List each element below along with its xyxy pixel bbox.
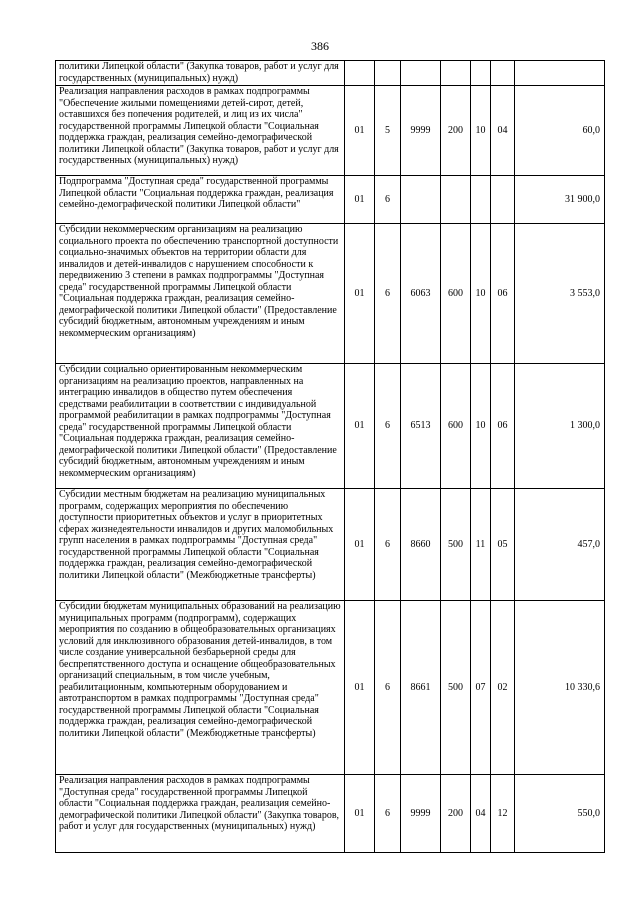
section-code: 04 bbox=[471, 775, 491, 853]
expense-type-code: 200 bbox=[441, 86, 471, 176]
subprogram-code: 6 bbox=[375, 364, 401, 489]
expense-type-code: 200 bbox=[441, 775, 471, 853]
subsection-code: 06 bbox=[491, 364, 515, 489]
row-description bbox=[56, 601, 345, 775]
program-code: 01 bbox=[345, 364, 375, 489]
program-code: 01 bbox=[345, 775, 375, 853]
row-description-text: Субсидии местным бюджетам на реализацию муниципальных программ, содержащих мероприятия по обеспечению доступности приоритетных объектов и услуг в приоритетных сферах жизнедеятельности инвалидов и других маломобильных групп населения в рамках подпрограммы "Доступная среда" государственной программы Липецкой области "Социальная поддержка граждан, реализация семейно-демографической политики Липецкой области" (Межбюджетные трансферты) bbox=[59, 489, 334, 581]
expense-type-code bbox=[441, 176, 471, 224]
expense-direction-code bbox=[401, 61, 441, 86]
table-row bbox=[56, 489, 605, 601]
expense-direction-code: 8660 bbox=[401, 489, 441, 601]
section-code: 10 bbox=[471, 364, 491, 489]
table-row bbox=[56, 775, 605, 853]
expense-direction-code bbox=[401, 176, 441, 224]
section-code: 07 bbox=[471, 601, 491, 775]
row-description-text: Субсидии социально ориентированным некоммерческим организациям на реализацию проектов, направленных на интеграцию инвалидов в общество путем обеспечения средствами реабилитации в соответствии с индивидуальной программой реабилитации в рамках подпрограммы "Доступная среда" государственной программы Липецкой области "Социальная поддержка граждан, реализация семейно-демографической политики Липецкой области" (Предоставление субсидий бюджетным, автономным учреждениям и иным некоммерческим организациям) bbox=[59, 364, 337, 479]
program-code: 01 bbox=[345, 601, 375, 775]
subprogram-code bbox=[375, 61, 401, 86]
amount: 457,0 bbox=[515, 489, 605, 601]
expense-type-code bbox=[441, 61, 471, 86]
subprogram-code: 6 bbox=[375, 176, 401, 224]
table-row bbox=[56, 86, 605, 176]
program-code: 01 bbox=[345, 86, 375, 176]
section-code: 11 bbox=[471, 489, 491, 601]
subsection-code: 06 bbox=[491, 224, 515, 364]
expense-direction-code: 6063 bbox=[401, 224, 441, 364]
table-row bbox=[56, 176, 605, 224]
row-description bbox=[56, 775, 345, 853]
subsection-code: 05 bbox=[491, 489, 515, 601]
row-description-text: Субсидии некоммерческим организациям на реализацию социального проекта по обеспечению транспортной доступности социально-значимых объектов на территории области для инвалидов и детей-инвалидов с нарушением способности к передвижению 3 степени в рамках подпрограммы "Доступная среда" государственной программы Липецкой области "Социальная поддержка граждан, реализация семейно-демографической политики Липецкой области" (Предоставление субсидий бюджетным, автономным учреждениям и иным некоммерческим организациям) bbox=[59, 224, 339, 339]
amount: 60,0 bbox=[515, 86, 605, 176]
section-code bbox=[471, 61, 491, 86]
subsection-code: 12 bbox=[491, 775, 515, 853]
table-row bbox=[56, 61, 605, 86]
section-code: 10 bbox=[471, 224, 491, 364]
row-description-text: Реализация направления расходов в рамках подпрограммы "Доступная среда" государственной программы Липецкой области "Социальная поддержка граждан, реализация семейно-демографической политики Липецкой области" (Закупка товаров, работ и услуг для государственных (муниципальных) нужд) bbox=[59, 775, 340, 832]
amount: 3 553,0 bbox=[515, 224, 605, 364]
expense-direction-code: 6513 bbox=[401, 364, 441, 489]
row-description bbox=[56, 489, 345, 601]
table-row bbox=[56, 601, 605, 775]
amount bbox=[515, 61, 605, 86]
amount: 31 900,0 bbox=[515, 176, 605, 224]
subprogram-code: 6 bbox=[375, 489, 401, 601]
amount: 10 330,6 bbox=[515, 601, 605, 775]
row-description-text: политики Липецкой области" (Закупка товаров, работ и услуг для государственных (муниципальных) нужд) bbox=[59, 61, 339, 84]
row-description bbox=[56, 224, 345, 364]
row-description bbox=[56, 61, 345, 86]
subprogram-code: 6 bbox=[375, 224, 401, 364]
section-code: 10 bbox=[471, 86, 491, 176]
page-number: 386 bbox=[311, 39, 329, 53]
subprogram-code: 6 bbox=[375, 601, 401, 775]
subsection-code: 04 bbox=[491, 86, 515, 176]
amount: 550,0 bbox=[515, 775, 605, 853]
program-code bbox=[345, 61, 375, 86]
row-description bbox=[56, 364, 345, 489]
expense-type-code: 600 bbox=[441, 364, 471, 489]
expense-direction-code: 9999 bbox=[401, 775, 441, 853]
program-code: 01 bbox=[345, 224, 375, 364]
expense-type-code: 500 bbox=[441, 601, 471, 775]
subsection-code bbox=[491, 61, 515, 86]
row-description-text: Подпрограмма "Доступная среда" государственной программы Липецкой области "Социальная поддержка граждан, реализация семейно-демографической политики Липецкой области" bbox=[59, 176, 334, 210]
program-code: 01 bbox=[345, 489, 375, 601]
row-description-text: Субсидии бюджетам муниципальных образований на реализацию муниципальных программ (подпрограмм), содержащих мероприятия по созданию в общеобразовательных организациях условий для инклюзивного образования детей-инвалидов, в том числе создание универсальной безбарьерной среды для беспрепятственного доступа и оснащение общеобразовательных организаций специальным, в том числе учебным, реабилитационным, компьютерным оборудованием и автотранспортом в рамках подпрограммы "Доступная среда" государственной программы Липецкой области "Социальная поддержка граждан, реализация семейно-демографической политики Липецкой области" (Межбюджетные трансферты) bbox=[59, 601, 341, 739]
row-description bbox=[56, 176, 345, 224]
expense-direction-code: 8661 bbox=[401, 601, 441, 775]
subsection-code bbox=[491, 176, 515, 224]
budget-table bbox=[55, 60, 605, 853]
subprogram-code: 6 bbox=[375, 775, 401, 853]
section-code bbox=[471, 176, 491, 224]
table-row bbox=[56, 224, 605, 364]
subprogram-code: 5 bbox=[375, 86, 401, 176]
expense-type-code: 600 bbox=[441, 224, 471, 364]
expense-type-code: 500 bbox=[441, 489, 471, 601]
program-code: 01 bbox=[345, 176, 375, 224]
row-description-text: Реализация направления расходов в рамках подпрограммы "Обеспечение жилыми помещениями детей-сирот, детей, оставшихся без попечения родителей, и лиц из их числа" государственной программы Липецкой области "Социальная поддержка граждан, реализация семейно-демографической политики Липецкой области" (Закупка товаров, работ и услуг для государственных (муниципальных) нужд) bbox=[59, 86, 339, 166]
amount: 1 300,0 bbox=[515, 364, 605, 489]
subsection-code: 02 bbox=[491, 601, 515, 775]
table-row bbox=[56, 364, 605, 489]
expense-direction-code: 9999 bbox=[401, 86, 441, 176]
row-description bbox=[56, 86, 345, 176]
